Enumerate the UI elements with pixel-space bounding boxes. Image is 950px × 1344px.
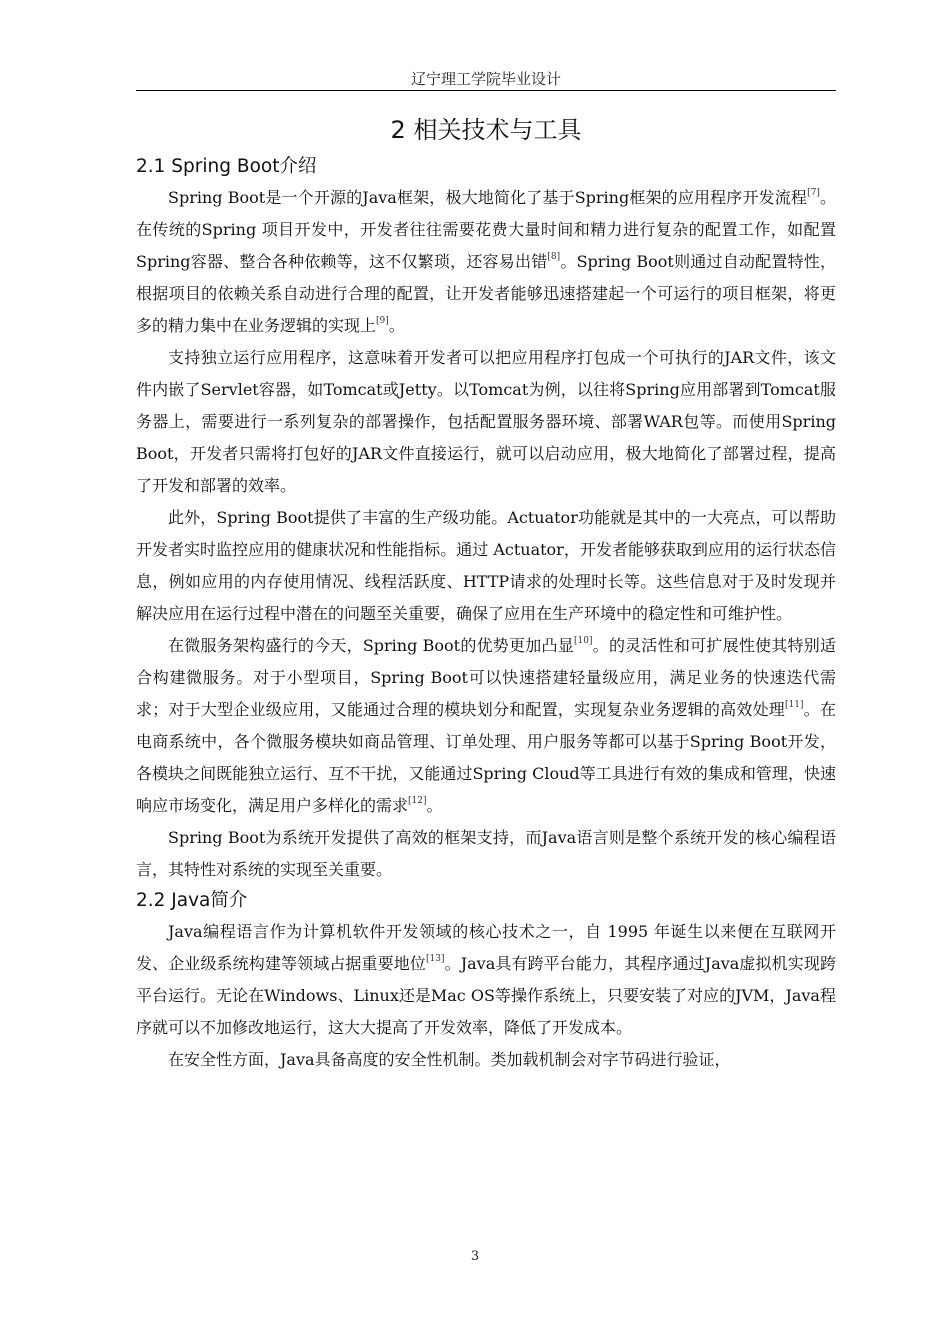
text: 。的灵活性和可扩展性使其特别适合构建微服务。对于小型项目，Spring Boot可以快速搭建轻量级应用，满足业务的快速迭代需求；对于大型企业级应用，又能通过合理的模块划分和配置，实现复杂业务逻辑的高效处理 xyxy=(136,636,836,719)
text: Java编程语言作为计算机软件开发领域的核心技术之一，自 1995 年诞生以来便在互联网开发、企业级系统构建等领域占据重要地位 xyxy=(136,922,836,973)
text: 。Spring Boot则通过自动配置特性，根据项目的依赖关系自动进行合理的配置，让开发者能够迅速搭建起一个可运行的项目框架，将更多的精力集中在业务逻辑的实现上 xyxy=(136,252,836,335)
text: 支持独立运行应用程序，这意味着开发者可以把应用程序打包成一个可执行的JAR文件，该文件内嵌了Servlet容器，如Tomcat或Jetty。以Tomcat为例，以往将Spring应用部署到Tomcat服务器上，需要进行一系列复杂的部署操作，包括配置服务器环境、部署WAR包等。而使用Spring Boot，开发者只需将打包好的JAR文件直接运行，就可以启动应用，极大地简化了部署过程，提高了开发和部署的效率。 xyxy=(136,348,836,495)
citation: [9] xyxy=(376,316,389,326)
section-heading-spring-boot: 2.1 Spring Boot介绍 xyxy=(136,156,317,177)
running-header: 辽宁理工学院毕业设计 xyxy=(410,70,561,88)
text: 。Java具有跨平台能力，其程序通过Java虚拟机实现跨平台运行。无论在Windows、Linux还是Mac OS等操作系统上，只要安装了对应的JVM，Java程序就可以不加修改地运行，这大大提高了开发效率，降低了开发成本。 xyxy=(136,954,836,1037)
text: 。 xyxy=(388,316,405,335)
page-number: 3 xyxy=(470,1249,480,1264)
text: 在安全性方面，Java具备高度的安全性机制。类加载机制会对字节码进行验证， xyxy=(168,1050,731,1069)
text: 此外，Spring Boot提供了丰富的生产级功能。Actuator功能就是其中的一大亮点，可以帮助开发者实时监控应用的健康状况和性能指标。通过 Actuator，开发者能够获取到应用的运行状态信息，例如应用的内存使用情况、线程活跃度、HTTP请求的处理时长等。这些信息对于及时发现并解决应用在运行过程中潜在的问题至关重要，确保了应用在生产环境中的稳定性和可维护性。 xyxy=(136,508,836,623)
paragraph-microservices xyxy=(136,630,836,822)
citation: [13] xyxy=(426,954,445,964)
chapter-title: 2 相关技术与工具 xyxy=(390,116,582,144)
header-rule xyxy=(136,90,836,91)
citation: [7] xyxy=(807,188,820,198)
citation: [12] xyxy=(408,796,427,806)
section-heading-java: 2.2 Java简介 xyxy=(136,890,248,911)
citation: [8] xyxy=(547,252,561,262)
text: Spring Boot为系统开发提供了高效的框架支持，而Java语言则是整个系统开发的核心编程语言，其特性对系统的实现至关重要。 xyxy=(136,828,836,879)
paragraph-spring-boot-intro xyxy=(136,182,836,342)
text: 。在传统的Spring 项目开发中，开发者往往需要花费大量时间和精力进行复杂的配置工作，如配置Spring容器、整合各种依赖等，这不仅繁琐，还容易出错 xyxy=(136,188,836,271)
text: 。 xyxy=(426,796,443,815)
citation: [11] xyxy=(785,700,804,710)
text: Spring Boot是一个开源的Java框架，极大地简化了基于Spring框架的应用程序开发流程 xyxy=(168,188,808,207)
paragraph-java-security xyxy=(136,1044,836,1076)
paragraph-transition xyxy=(136,822,836,886)
paragraph-actuator xyxy=(136,502,836,630)
paragraph-standalone-jar xyxy=(136,342,836,502)
paragraph-java-intro xyxy=(136,916,836,1044)
text: 。在电商系统中，各个微服务模块如商品管理、订单处理、用户服务等都可以基于Spring Boot开发，各模块之间既能独立运行、互不干扰，又能通过Spring Cloud等工具进行有效的集成和管理，快速响应市场变化，满足用户多样化的需求 xyxy=(136,700,836,815)
body-content xyxy=(136,152,836,1076)
text: 在微服务架构盛行的今天，Spring Boot的优势更加凸显 xyxy=(168,636,574,655)
citation: [10] xyxy=(573,636,593,646)
